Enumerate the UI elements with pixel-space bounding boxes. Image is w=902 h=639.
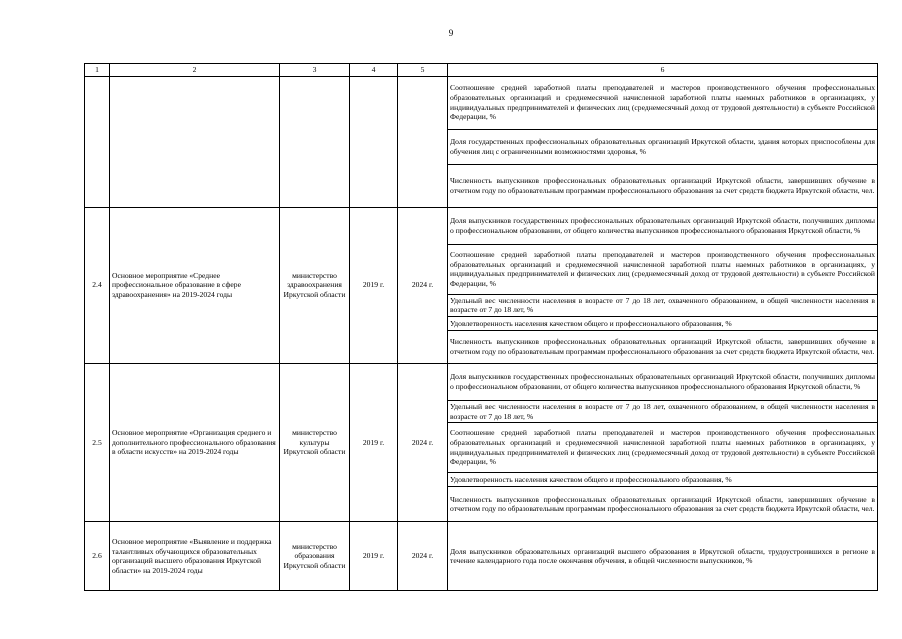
indicator-cell: Соотношение средней заработной платы преподавателей и мастеров производственного обучения профессиональных образовательных организаций и среднемесячной начисленной заработной платы наемных работников в организациях, у индивидуальных предпринимателей и физических лиц (среднемесячный доход от трудовой деятельности) в субъекте Российской Федерации, % [448, 76, 878, 129]
measure-name: Основное мероприятие «Выявление и поддержка талантливых обучающихся образовательных организаций высшего образования Иркутской области» на 2019-2024 годы [110, 522, 280, 591]
indicator-cell: Соотношение средней заработной платы преподавателей и мастеров производственного обучения профессиональных образовательных организаций и среднемесячной начисленной заработной платы наемных работников в организациях, у индивидуальных предпринимателей и физических лиц (среднемесячный доход от трудовой деятельности) в субъекте Российской Федерации, % [448, 244, 878, 294]
column-number: 6 [448, 64, 878, 77]
measure-executor: министерство здравоохранения Иркутской области [280, 207, 350, 363]
table-row [85, 363, 878, 400]
indicator-cell: Удовлетворенность населения качеством общего и профессионального образования, % [448, 316, 878, 330]
indicator-cell: Численность выпускников профессиональных образовательных организаций Иркутской области, завершивших обучение в отчетном году по образовательным программам профессионального образования за счет средств бюджета Иркутской области, чел. [448, 330, 878, 363]
indicator-cell: Доля выпускников государственных профессиональных образовательных организаций Иркутской области, получивших дипломы о профессиональном образовании, от общего количества выпускников профессионального образования Иркутской области, % [448, 207, 878, 244]
measure-end-year: 2024 г. [398, 522, 448, 591]
indicator-cell: Численность выпускников профессиональных образовательных организаций Иркутской области, завершивших обучение в отчетном году по образовательным программам профессионального образования за счет средств бюджета Иркутской области, чел. [448, 487, 878, 522]
measure-executor: министерство культуры Иркутской области [280, 363, 350, 521]
indicator-cell: Удовлетворенность населения качеством общего и профессионального образования, % [448, 473, 878, 487]
measure-end-year [398, 76, 448, 207]
page-number: 9 [448, 28, 454, 38]
measure-number: 2.4 [85, 207, 110, 363]
measure-name: Основное мероприятие «Организация среднего и дополнительного профессионального образования в области искусств» на 2019-2024 годы [110, 363, 280, 521]
table-row [85, 76, 878, 129]
measure-name [110, 76, 280, 207]
measure-start-year: 2019 г. [350, 207, 398, 363]
indicator-cell: Удельный вес численности населения в возрасте от 7 до 18 лет, охваченного образованием, в общей численности населения в возрасте от 7 до 18 лет, % [448, 294, 878, 316]
measure-end-year: 2024 г. [398, 207, 448, 363]
column-number: 2 [110, 64, 280, 77]
measure-number [85, 76, 110, 207]
column-number: 3 [280, 64, 350, 77]
indicator-cell: Доля государственных профессиональных образовательных организаций Иркутской области, здания которых приспособлены для обучения лиц с ограниченными возможностями здоровья, % [448, 129, 878, 164]
column-number: 4 [350, 64, 398, 77]
measure-end-year: 2024 г. [398, 363, 448, 521]
measure-start-year [350, 76, 398, 207]
indicator-cell: Удельный вес численности населения в возрасте от 7 до 18 лет, охваченного образованием, в общей численности населения в возрасте от 7 до 18 лет, % [448, 400, 878, 422]
indicator-cell: Доля выпускников образовательных организаций высшего образования в Иркутской области, трудоустроившихся в регионе в течение календарного года после окончания обучения, в общей численности выпускников, % [448, 522, 878, 591]
column-number: 5 [398, 64, 448, 77]
indicator-cell: Соотношение средней заработной платы преподавателей и мастеров производственного обучения профессиональных образовательных организаций и среднемесячной начисленной заработной платы наемных работников в организациях, у индивидуальных предпринимателей и физических лиц (среднемесячный доход от трудовой деятельности) в субъекте Российской Федерации, % [448, 423, 878, 473]
measure-start-year: 2019 г. [350, 363, 398, 521]
column-number-header-row [85, 64, 878, 77]
measure-executor: министерство образования Иркутской области [280, 522, 350, 591]
indicator-cell: Доля выпускников государственных профессиональных образовательных организаций Иркутской области, получивших дипломы о профессиональном образовании, от общего количества выпускников профессионального образования Иркутской области, % [448, 363, 878, 400]
measure-number: 2.6 [85, 522, 110, 591]
column-number: 1 [85, 64, 110, 77]
measure-start-year: 2019 г. [350, 522, 398, 591]
measure-executor [280, 76, 350, 207]
measures-table [84, 63, 878, 591]
table-row [85, 522, 878, 591]
indicator-cell: Численность выпускников профессиональных образовательных организаций Иркутской области, завершивших обучение в отчетном году по образовательным программам профессионального образования за счет средств бюджета Иркутской области, чел. [448, 164, 878, 207]
measure-number: 2.5 [85, 363, 110, 521]
table-row [85, 207, 878, 244]
measure-name: Основное мероприятие «Среднее профессиональное образование в сфере здравоохранения» на 2019-2024 годы [110, 207, 280, 363]
